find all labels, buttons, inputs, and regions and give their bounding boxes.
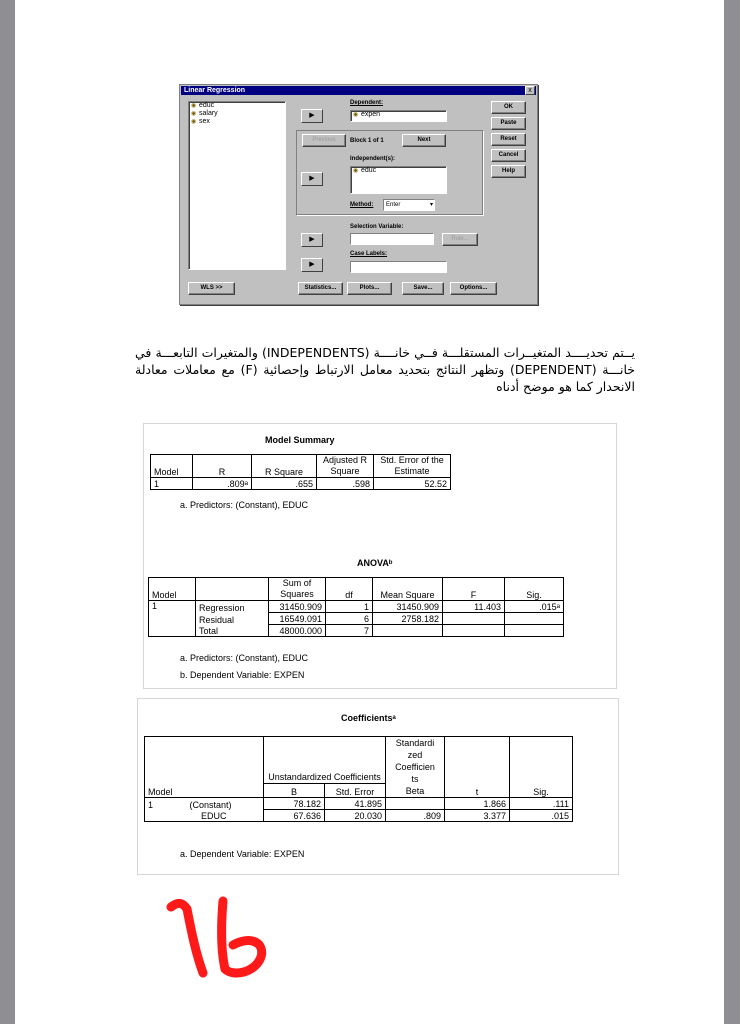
header-cell: t <box>445 737 510 798</box>
standardized-header: Standardi zed Coefficien ts <box>395 738 435 784</box>
header-cell: F <box>443 578 505 601</box>
chevron-down-icon[interactable]: ▾ <box>429 202 433 208</box>
variable-item[interactable]: ◉ educ <box>189 102 285 110</box>
case-labels-field[interactable] <box>350 261 447 273</box>
table-cell: 6 <box>326 613 373 625</box>
plots-button[interactable]: Plots... <box>347 282 392 295</box>
table-cell <box>386 798 445 810</box>
header-cell: Std. Error of the Estimate <box>374 455 451 478</box>
dependent-label: Dependent: <box>350 100 383 106</box>
options-button[interactable]: Options... <box>450 282 497 295</box>
table-cell <box>373 625 443 637</box>
table-header-row <box>151 455 451 478</box>
anova-title: ANOVAᵇ <box>357 558 393 568</box>
header-cell: Adjusted R Square <box>317 455 374 478</box>
table-cell: Residual <box>196 613 269 625</box>
move-selection-arrow-icon[interactable]: ▶ <box>301 233 323 247</box>
selection-variable-label: Selection Variable: <box>350 224 404 230</box>
ok-button[interactable]: OK <box>491 101 526 114</box>
row-label: (Constant) <box>189 799 232 810</box>
table-cell: 78.182 <box>264 798 325 810</box>
header-cell: Mean Square <box>373 578 443 601</box>
variable-list[interactable] <box>188 101 286 270</box>
table-cell: .655 <box>252 478 317 490</box>
table-header-row <box>149 578 564 601</box>
move-case-label-arrow-icon[interactable]: ▶ <box>301 258 323 272</box>
table-row <box>149 613 564 625</box>
method-select[interactable] <box>383 199 435 211</box>
header-cell: Model <box>151 455 193 478</box>
table-cell <box>443 613 505 625</box>
header-cell: Sum of Squares <box>269 578 326 601</box>
block-label: Block 1 of 1 <box>350 138 384 144</box>
statistics-button[interactable]: Statistics... <box>298 282 343 295</box>
dependent-field[interactable] <box>350 110 447 122</box>
table-cell: 31450.909 <box>269 601 326 613</box>
method-label: Method: <box>350 202 374 208</box>
dependent-value: ◉ expen <box>351 111 446 119</box>
table-row <box>151 478 451 490</box>
table-cell: 2758.182 <box>373 613 443 625</box>
header-cell <box>196 578 269 601</box>
table-cell: 3.377 <box>445 810 510 822</box>
close-icon[interactable]: x <box>525 86 535 95</box>
table-row <box>149 625 564 637</box>
coefficients-table <box>144 736 573 822</box>
independent-item[interactable]: ◉ educ <box>351 167 446 175</box>
wls-button[interactable]: WLS >> <box>188 282 235 295</box>
model-summary-table <box>150 454 451 490</box>
independents-list[interactable] <box>350 166 447 194</box>
variable-item[interactable]: ◉ salary <box>189 110 285 118</box>
table-cell <box>145 798 264 810</box>
header-cell: Std. Error <box>325 784 386 798</box>
model-summary-note: a. Predictors: (Constant), EDUC <box>180 500 309 510</box>
handwritten-page-number <box>165 895 275 980</box>
table-cell <box>505 625 564 637</box>
table-cell: 7 <box>326 625 373 637</box>
table-row <box>145 798 573 810</box>
document-page <box>15 0 724 1024</box>
cancel-button[interactable]: Cancel <box>491 149 526 162</box>
table-cell: 31450.909 <box>373 601 443 613</box>
table-cell: Total <box>196 625 269 637</box>
anova-table <box>148 577 564 637</box>
header-cell: df <box>326 578 373 601</box>
coefficients-title: Coefficientsᵃ <box>341 713 396 723</box>
model-number: 1 <box>148 799 154 810</box>
table-cell: 41.895 <box>325 798 386 810</box>
next-button[interactable]: Next <box>402 134 446 147</box>
beta-header: Beta <box>405 786 425 796</box>
coefficients-note: a. Dependent Variable: EXPEN <box>180 849 305 859</box>
dialog-title: Linear Regression <box>181 86 536 95</box>
arabic-paragraph: يــتم تحديــــد المتغيــرات المستقلـــة فــي خانــــة (INDEPENDENTS) والمتغيرات التابعـــة في خانـــة (DEPENDENT) وتظهر النتائج بتحديد معامل الارتباط وإحصائية (F) مع معاملات معادلة الانحدار كما هو موضح أدناه <box>135 345 635 394</box>
model-summary-title: Model Summary <box>265 435 335 445</box>
paste-button[interactable]: Paste <box>491 117 526 130</box>
table-cell: .111 <box>510 798 573 810</box>
table-cell: 1 <box>326 601 373 613</box>
table-cell: 1 <box>149 601 196 637</box>
table-cell: 20.030 <box>325 810 386 822</box>
table-cell: EDUC <box>145 810 264 822</box>
table-cell: 11.403 <box>443 601 505 613</box>
linear-regression-dialog <box>179 84 538 305</box>
table-cell: Regression <box>196 601 269 613</box>
anova-note-b: b. Dependent Variable: EXPEN <box>180 670 305 680</box>
header-cell: R <box>193 455 252 478</box>
table-cell <box>443 625 505 637</box>
help-button[interactable]: Help <box>491 165 526 178</box>
header-cell: Unstandardized Coefficients <box>264 737 386 784</box>
table-cell: 67.636 <box>264 810 325 822</box>
table-cell <box>505 613 564 625</box>
table-cell: .015ᵃ <box>505 601 564 613</box>
header-cell: B <box>264 784 325 798</box>
coefficients-output-panel <box>137 698 619 875</box>
table-row <box>149 601 564 613</box>
header-cell: Sig. <box>510 737 573 798</box>
header-cell: Model <box>145 737 264 798</box>
header-cell: R Square <box>252 455 317 478</box>
independents-label: Independent(s): <box>350 156 395 162</box>
header-cell: Model <box>149 578 196 601</box>
reset-button[interactable]: Reset <box>491 133 526 146</box>
header-cell: Sig. <box>505 578 564 601</box>
regression-output-panel <box>143 423 617 689</box>
previous-button[interactable]: Previous <box>302 134 346 147</box>
table-cell: .809ᵃ <box>193 478 252 490</box>
table-cell: 52.52 <box>374 478 451 490</box>
table-header-row <box>145 737 573 784</box>
header-cell <box>386 737 445 798</box>
anova-note-a: a. Predictors: (Constant), EDUC <box>180 653 309 663</box>
variable-item[interactable]: ◉ sex <box>189 118 285 126</box>
selection-variable-field[interactable] <box>350 233 434 245</box>
table-cell: 1.866 <box>445 798 510 810</box>
rule-button[interactable]: Rule... <box>442 233 478 246</box>
move-independent-arrow-icon[interactable]: ▶ <box>301 172 323 186</box>
table-cell: 48000.000 <box>269 625 326 637</box>
table-cell: .809 <box>386 810 445 822</box>
table-cell: .598 <box>317 478 374 490</box>
save-button[interactable]: Save... <box>402 282 444 295</box>
table-cell: 16549.091 <box>269 613 326 625</box>
method-value: Enter <box>386 202 401 208</box>
table-cell: .015 <box>510 810 573 822</box>
case-labels-label: Case Labels: <box>350 251 388 257</box>
table-cell: 1 <box>151 478 193 490</box>
move-dependent-arrow-icon[interactable]: ▶ <box>301 109 323 123</box>
table-row <box>145 810 573 822</box>
